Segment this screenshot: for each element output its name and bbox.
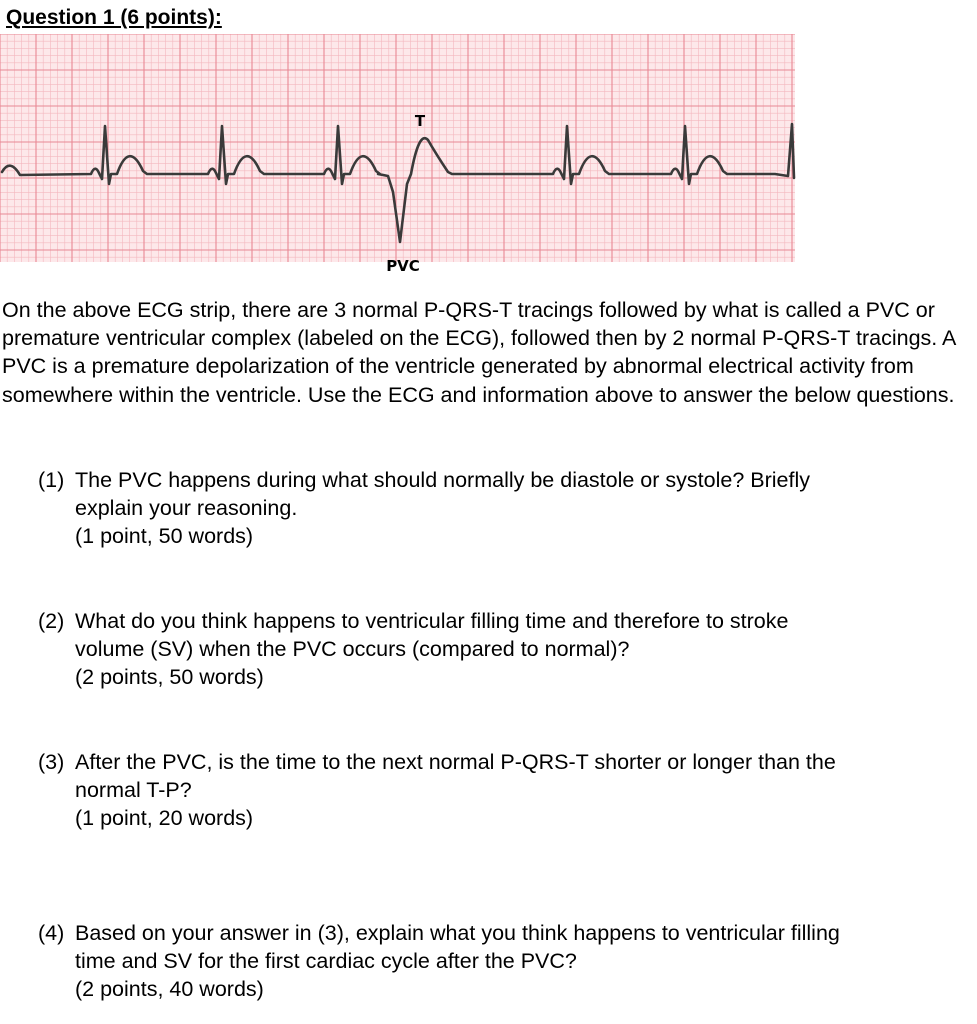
question-1-points: (1 point, 50 words) — [75, 524, 254, 549]
question-4-number: (4) — [38, 921, 65, 945]
question-4-first-line — [38, 919, 968, 947]
question-3-text-line-2: normal T-P? — [75, 778, 192, 803]
question-2 — [38, 607, 968, 692]
question-1 — [38, 466, 968, 551]
question-1-text-line-2: explain your reasoning. — [75, 496, 298, 521]
ecg-strip-svg — [0, 34, 800, 282]
question-4-text-line-2: time and SV for the first cardiac cycle after the PVC? — [75, 949, 577, 974]
question-3-text-line-1: After the PVC, is the time to the next normal P-QRS-T shorter or longer than the — [75, 750, 836, 774]
question-2-first-line — [38, 607, 968, 635]
question-2-text-line-2: volume (SV) when the PVC occurs (compared to normal)? — [75, 637, 630, 662]
question-4 — [38, 919, 968, 1004]
question-3-number: (3) — [38, 750, 65, 774]
ecg-strip — [0, 34, 800, 282]
question-4-text-line-1: Based on your answer in (3), explain what you think happens to ventricular filling — [75, 921, 840, 945]
t-wave-label: T — [414, 112, 426, 130]
question-2-number: (2) — [38, 609, 65, 633]
question-title: Question 1 (6 points): — [6, 6, 222, 29]
question-1-text-line-1: The PVC happens during what should normally be diastole or systole? Briefly — [75, 468, 810, 492]
question-2-points: (2 points, 50 words) — [75, 665, 264, 690]
question-1-first-line — [38, 466, 968, 494]
question-3-first-line — [38, 748, 968, 776]
question-3-points: (1 point, 20 words) — [75, 806, 254, 831]
question-1-number: (1) — [38, 468, 65, 492]
question-4-points: (2 points, 40 words) — [75, 977, 264, 1002]
question-2-text-line-1: What do you think happens to ventricular filling time and therefore to stroke — [75, 609, 789, 633]
question-3 — [38, 748, 968, 833]
pvc-label: PVC — [386, 257, 420, 275]
intro-paragraph: On the above ECG strip, there are 3 normal P-QRS-T tracings followed by what is called a PVC or premature ventricular complex (labeled on the ECG), followed then by 2 normal P-QRS-T tracings. A PVC is a premature depolarization of the ventricle generated by abnormal electrical activity from somewhere within the ventricle. Use the ECG and information above to answer the below questions. — [2, 298, 956, 407]
